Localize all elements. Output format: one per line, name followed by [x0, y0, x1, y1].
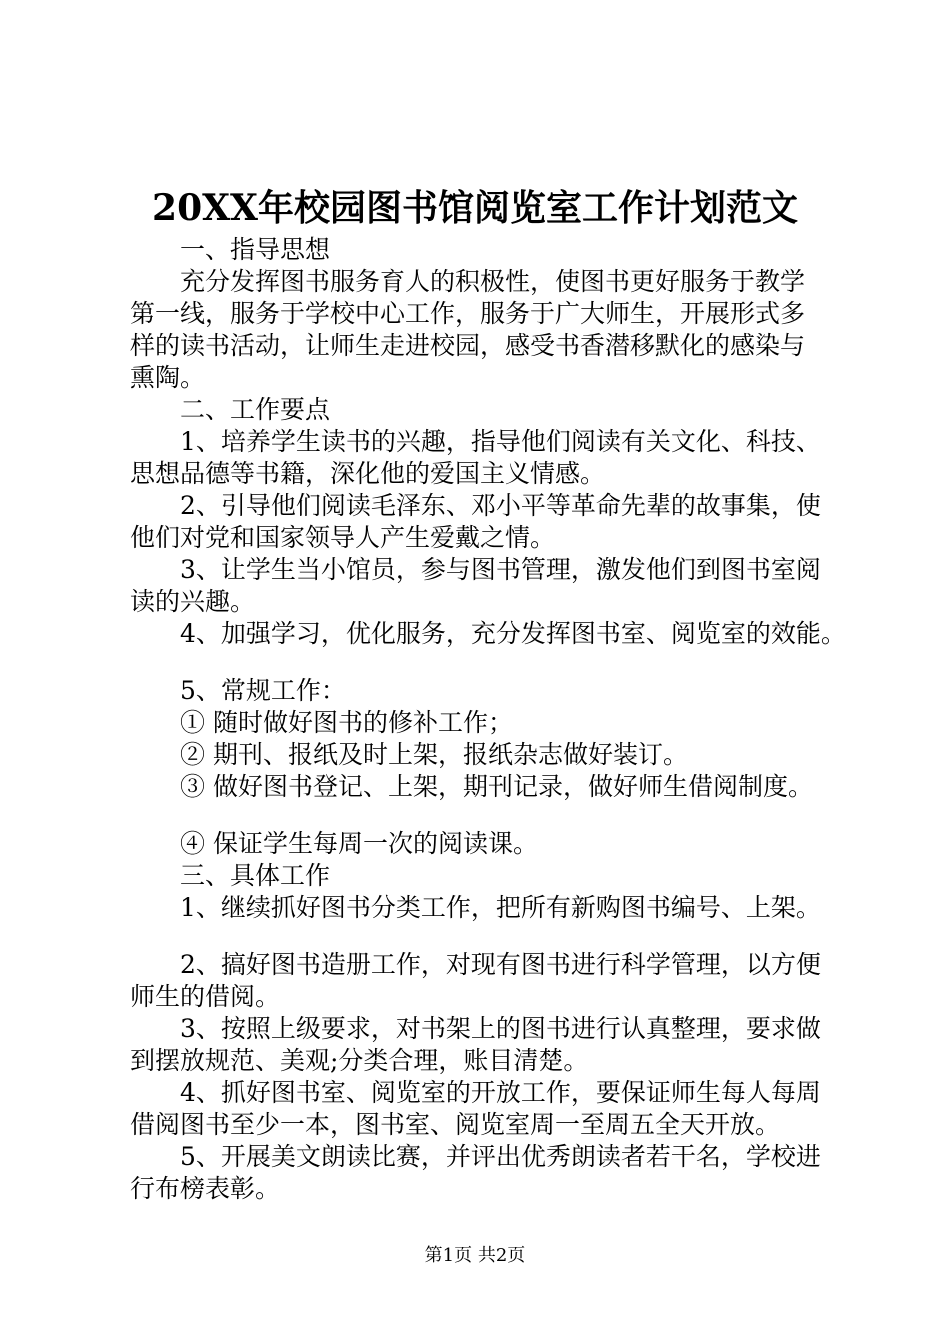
list-item: ③ 做好图书登记、上架，期刊记录，做好师生借阅制度。 [180, 772, 813, 801]
heading-work-points: 二、工作要点 [180, 395, 331, 424]
paragraph-line: 行布榜表彰。 [130, 1174, 281, 1203]
list-item: ① 随时做好图书的修补工作； [180, 708, 513, 737]
paragraph-line: 3、让学生当小馆员，参与图书管理，激发他们到图书室阅 [180, 555, 821, 584]
paragraph-line: 熏陶。 [130, 363, 206, 392]
paragraph-line: 思想品德等书籍，深化他的爱国主义情感。 [130, 459, 606, 488]
paragraph-line: 1、培养学生读书的兴趣，指导他们阅读有关文化、科技、 [180, 427, 821, 456]
paragraph-line: 5、常规工作： [180, 676, 346, 705]
paragraph-line: 样的读书活动，让师生走进校园，感受书香潜移默化的感染与 [130, 331, 806, 360]
paragraph-line: 第一线，服务于学校中心工作，服务于广大师生，开展形式多 [130, 299, 806, 328]
paragraph-line: 1、继续抓好图书分类工作，把所有新购图书编号、上架。 [180, 893, 821, 922]
paragraph-line: 2、搞好图书造册工作，对现有图书进行科学管理，以方便 [180, 950, 821, 979]
paragraph-line: 4、抓好图书室、阅览室的开放工作，要保证师生每人每周 [180, 1078, 821, 1107]
paragraph-line: 他们对党和国家领导人产生爱戴之情。 [130, 523, 556, 552]
paragraph-line: 5、开展美文朗读比赛，并评出优秀朗读者若干名，学校进 [180, 1142, 821, 1171]
paragraph-line: 充分发挥图书服务育人的积极性，使图书更好服务于教学 [180, 267, 806, 296]
paragraph-line: 到摆放规范、美观;分类合理，账目清楚。 [130, 1046, 589, 1075]
document-title: 20XX年校园图书馆阅览室工作计划范文 [152, 187, 798, 229]
paragraph-line: 读的兴趣。 [130, 587, 256, 616]
page-footer: 第1页 共2页 [424, 1245, 526, 1266]
paragraph-line: 师生的借阅。 [130, 982, 281, 1011]
list-item: ④ 保证学生每周一次的阅读课。 [180, 829, 538, 858]
heading-specific-work: 三、具体工作 [180, 861, 331, 890]
paragraph-line: 借阅图书至少一本，图书室、阅览室周一至周五全天开放。 [130, 1110, 781, 1139]
heading-guiding-thought: 一、指导思想 [180, 235, 331, 264]
paragraph-line: 4、加强学习，优化服务，充分发挥图书室、阅览室的效能。 [180, 619, 846, 648]
list-item: ② 期刊、报纸及时上架，报纸杂志做好装订。 [180, 740, 688, 769]
paragraph-line: 3、按照上级要求，对书架上的图书进行认真整理，要求做 [180, 1014, 821, 1043]
paragraph-line: 2、引导他们阅读毛泽东、邓小平等革命先辈的故事集，使 [180, 491, 821, 520]
